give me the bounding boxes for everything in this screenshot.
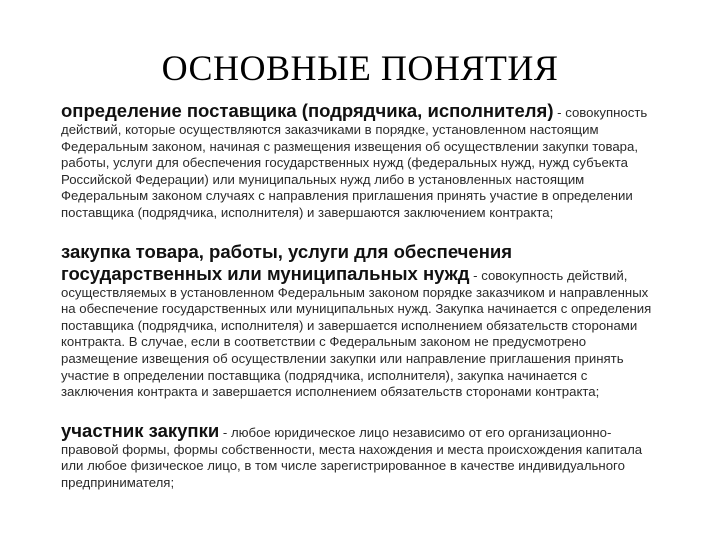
definition-text: - совокупность действий, которые осуществляются заказчиками в порядке, установленном настоящим Федеральным законом, начиная с размещения извещения об осуществлении закупки товара, работы, услуги для обеспечения государственных нужд (федеральных нужд, нужд субъекта Российской Федерации) или муниципальных нужд либо в установленных настоящим Федеральным законом случаях с направления приглашения принять участие в определении поставщика (подрядчика, исполнителя) и завершаются заключением контракта; bbox=[61, 105, 648, 220]
definition-term: определение поставщика (подрядчика, исполнителя) bbox=[61, 100, 554, 121]
definition-term: участник закупки bbox=[61, 419, 220, 441]
definition-procurement bbox=[61, 241, 661, 401]
definition-term: закупка товара, работы, услуги для обеспечения государственных или муниципальных нужд bbox=[61, 240, 513, 284]
definitions-list bbox=[61, 100, 661, 492]
definition-text: - любое юридическое лицо независимо от его организационно-правовой формы, формы собственности, места нахождения и места происхождения капитала или любое физическое лицо, в том числе зарегистрированное в качестве индивидуального предпринимателя; bbox=[61, 424, 643, 490]
definition-text: - совокупность действий, осуществляемых в установленном Федеральным законом порядке заказчиком и направленных на обеспечение государственных или муниципальных нужд. Закупка начинается с определения поставщика (подрядчика, исполнителя) и завершается исполнением обязательств сторонами контракта. В случае, если в соответствии с Федеральным законом не предусмотрено размещение извещения об осуществлении закупки или направление приглашения принять участие в определении поставщика (подрядчика, исполнителя), закупка начинается с заключения контракта и завершается исполнением обязательств сторонами контракта; bbox=[61, 267, 652, 400]
slide-title: ОСНОВНЫЕ ПОНЯТИЯ bbox=[161, 48, 559, 88]
definition-supplier-determination bbox=[61, 100, 661, 222]
definition-procurement-participant bbox=[61, 420, 661, 492]
